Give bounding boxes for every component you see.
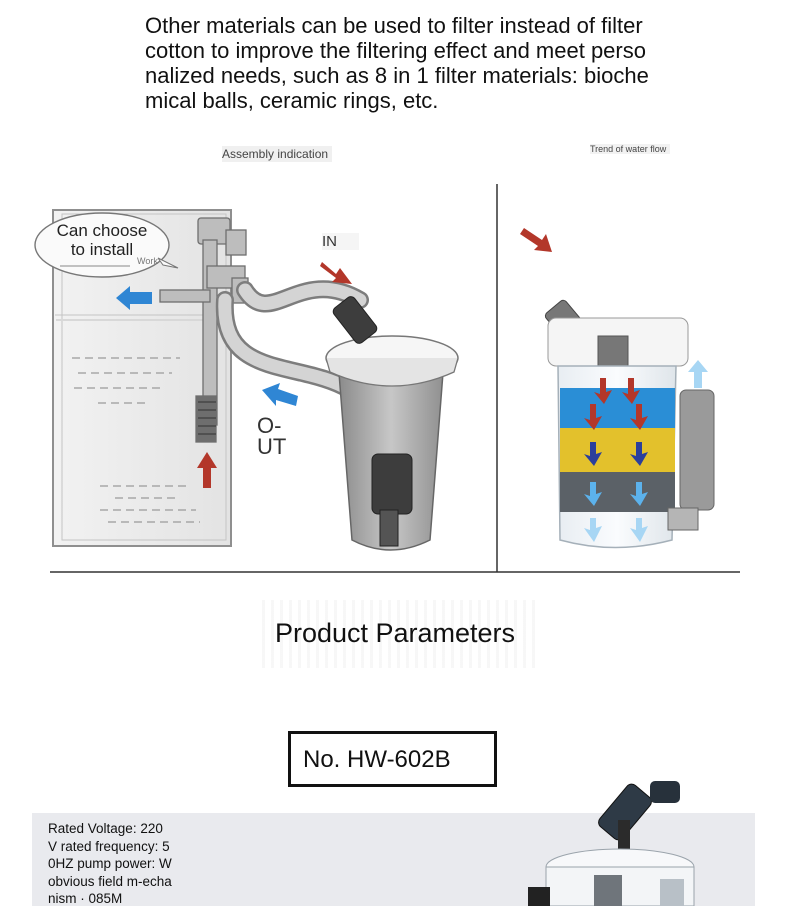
work-label: Work	[137, 256, 158, 266]
model-number: No. HW-602B	[303, 746, 451, 773]
product-image	[520, 775, 720, 906]
out-label	[257, 415, 286, 457]
water-flow-trend-label: Trend of water flow	[590, 144, 670, 154]
assembly-indication-label: Assembly indication	[222, 146, 332, 162]
filter-canister-left	[326, 295, 458, 550]
spec-text: Rated Voltage: 220 V rated frequency: 50HZ pump power: W obvious field m-echanism · 085M	[48, 821, 172, 906]
out-label-line1: O-	[257, 413, 282, 438]
section-title: Product Parameters	[274, 618, 516, 648]
valve-head	[596, 781, 680, 860]
filter-canister-right	[544, 299, 714, 548]
intro-paragraph: Other materials can be used to filter instead of filter cotton to improve the filtering effect and meet personalized needs, such as 8 in 1 filter materials: biochemical balls, ceramic rings, etc.	[145, 13, 649, 113]
choose-to-install-label: Can choose to install	[56, 221, 148, 259]
in-label: IN	[322, 233, 359, 250]
out-label-line2: UT	[257, 434, 287, 459]
